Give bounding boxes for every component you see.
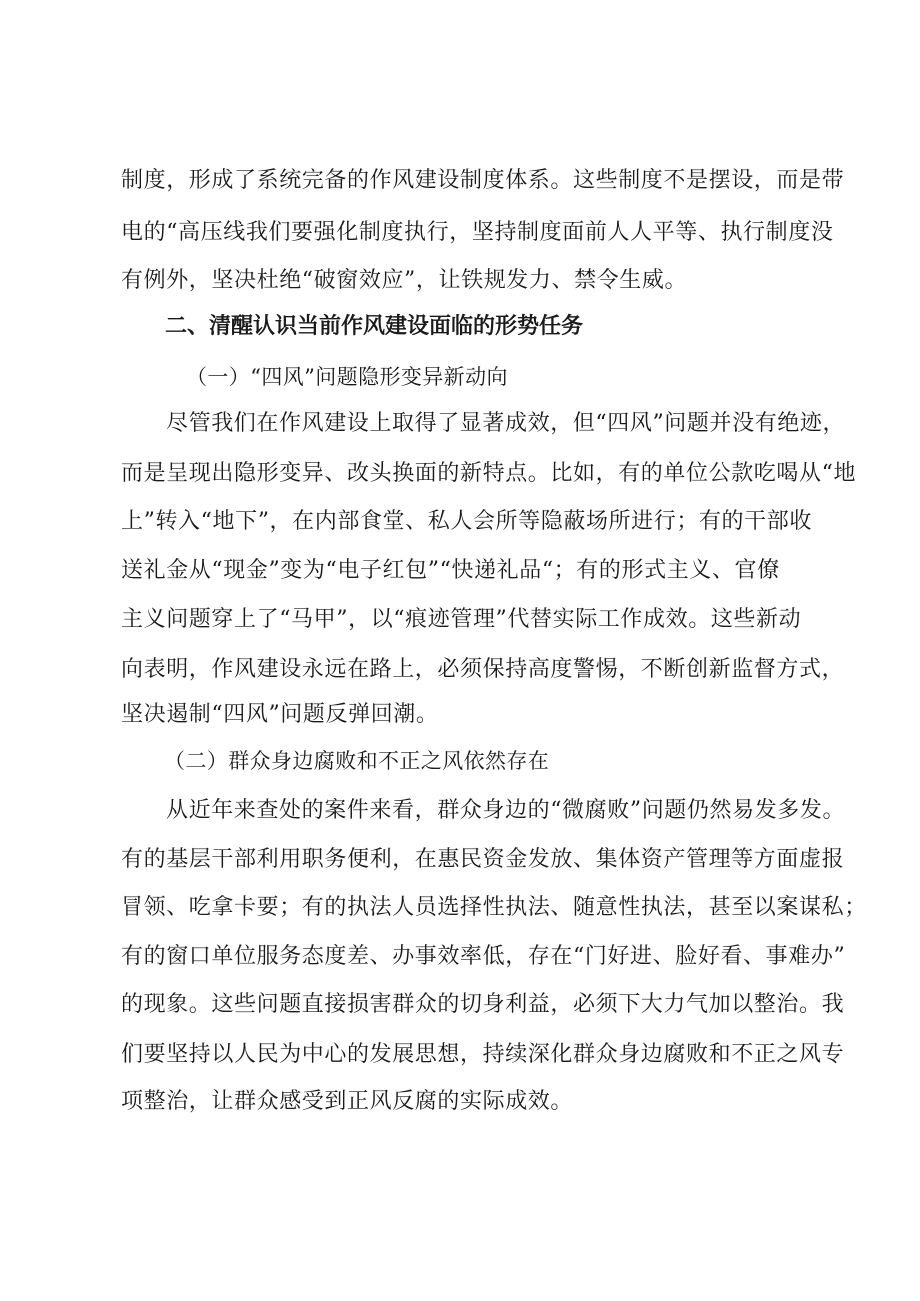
- paragraph-line: 们要坚持以人民为中心的发展思想，持续深化群众身边腐败和不正之风专: [121, 1042, 845, 1067]
- subsection-heading-1: （一）“四风”问题隐形变异新动向: [186, 365, 508, 389]
- section-heading: 二、清醒认识当前作风建设面临的形势任务: [165, 314, 584, 339]
- paragraph-line: 项整治，让群众感受到正风反腐的实际成效。: [121, 1089, 574, 1114]
- paragraph-line: 坚决遏制“四风”问题反弹回潮。: [121, 702, 439, 727]
- paragraph-line: 尽管我们在作风建设上取得了显著成效，但“四风”问题并没有绝迹，: [166, 411, 846, 436]
- paragraph-line: 从近年来查处的案件来看，群众身边的“微腐败”问题仍然易发多发。: [166, 798, 846, 823]
- paragraph-line: 有的基层干部利用职务便利，在惠民资金发放、集体资产管理等方面虚报: [121, 847, 845, 872]
- paragraph-line: 有例外，坚决杜绝“破窗效应”，让铁规发力、禁令生威。: [121, 268, 688, 293]
- paragraph-line: 上”转入“地下”，在内部食堂、私人会所等隐蔽场所进行；有的干部收: [121, 509, 812, 534]
- paragraph-line: 而是呈现出隐形变异、改头换面的新特点。比如，有的单位公款吃喝从“地: [121, 461, 857, 486]
- paragraph-line: 电的“高压线我们要强化制度执行，坚持制度面前人人平等、执行制度没: [121, 220, 834, 245]
- paragraph-line: 向表明，作风建设永远在路上，必须保持高度警惕，不断创新监督方式，: [121, 657, 845, 682]
- subsection-heading-2: （二）群众身边腐败和不正之风依然存在: [164, 749, 550, 773]
- paragraph-line: 制度，形成了系统完备的作风建设制度体系。这些制度不是摆设，而是带: [121, 168, 845, 193]
- paragraph-line: 有的窗口单位服务态度差、办事效率低，存在“门好进、脸好看、事难办”: [121, 944, 846, 969]
- paragraph-line: 冒领、吃拿卡要；有的执法人员选择性执法、随意性执法，甚至以案谋私；: [121, 895, 867, 920]
- paragraph-line: 送礼金从“现金”变为“电子红包”“快递礼品“；有的形式主义、官僚: [121, 558, 780, 583]
- paragraph-line: 主义问题穿上了“马甲”，以“痕迹管理”代替实际工作成效。这些新动: [121, 607, 802, 632]
- paragraph-line: 的现象。这些问题直接损害群众的切身利益，必须下大力气加以整治。我: [121, 992, 845, 1017]
